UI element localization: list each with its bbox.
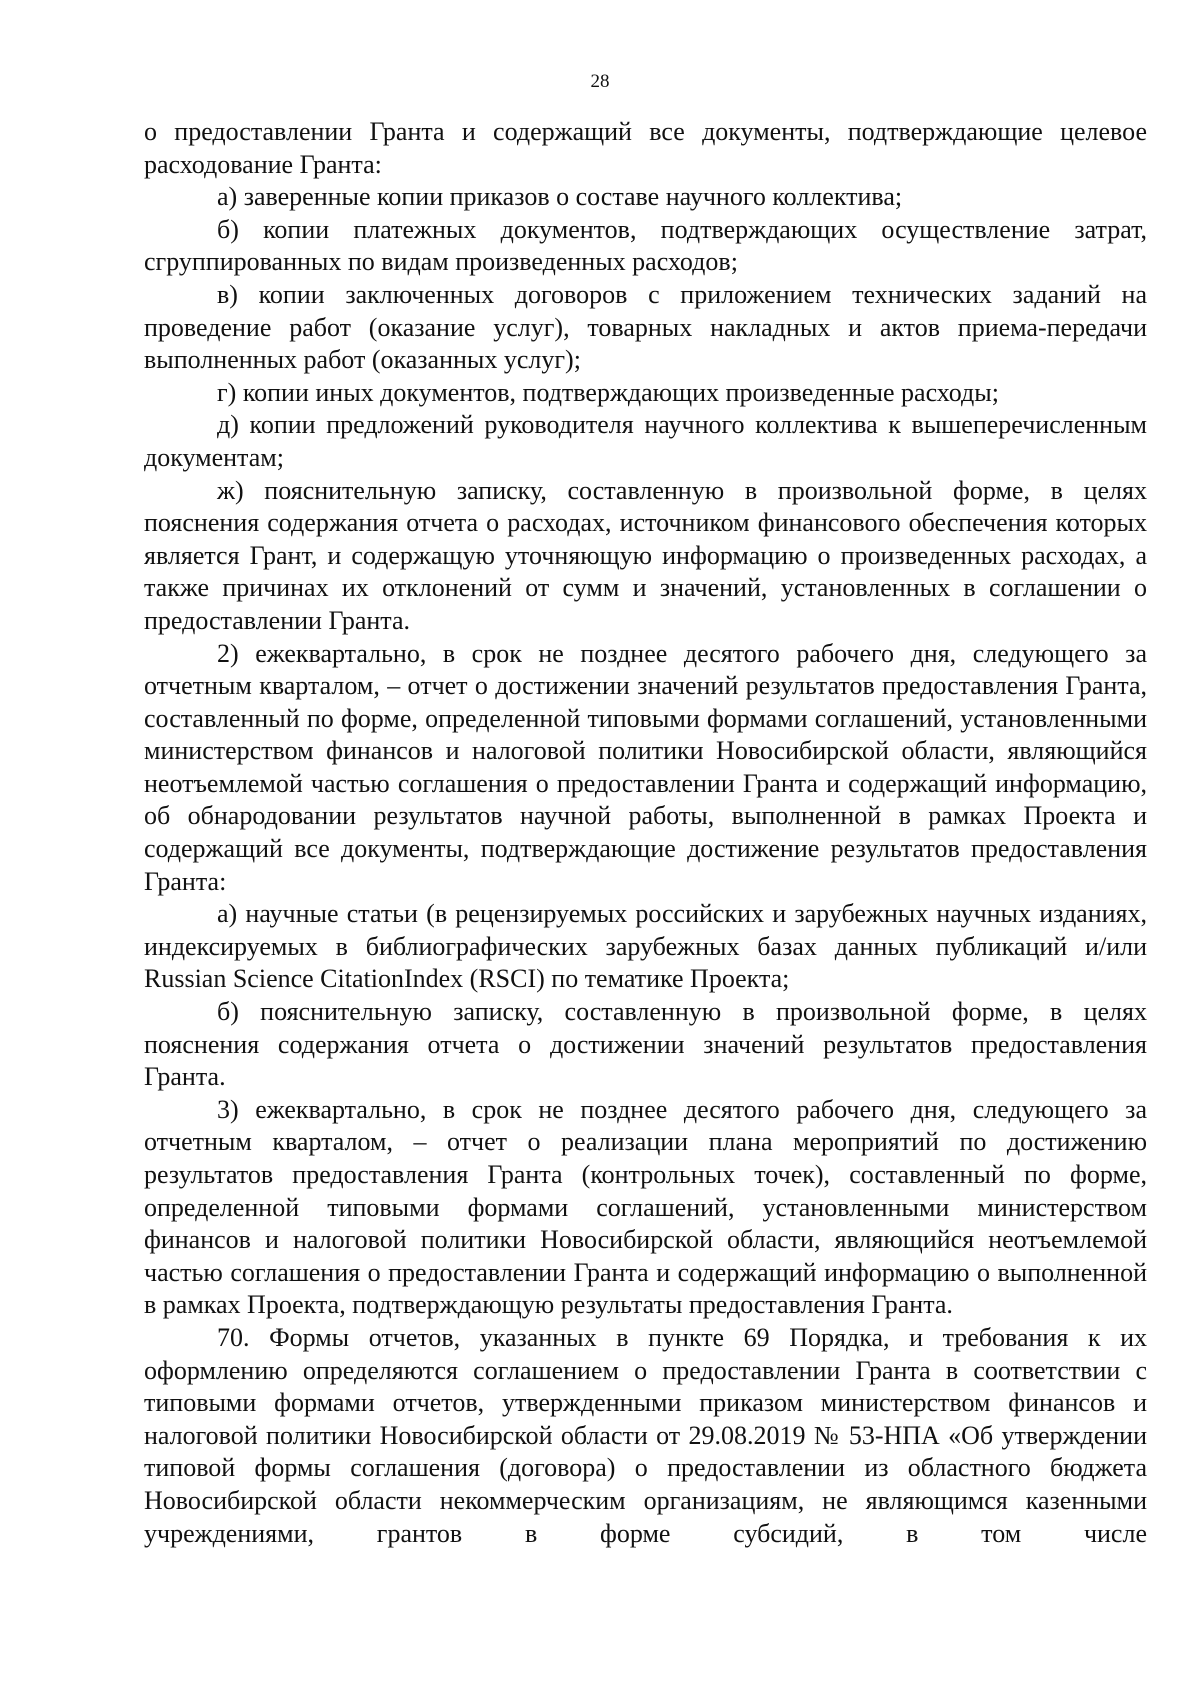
paragraph: д) копии предложений руководителя научного коллектива к вышеперечисленным документам; bbox=[144, 410, 1147, 472]
document-body bbox=[144, 116, 1147, 1550]
paragraph: о предоставлении Гранта и содержащий все документы, подтверждающие целевое расходование Гранта: bbox=[144, 117, 1147, 179]
paragraph: в) копии заключенных договоров с приложением технических заданий на проведение работ (оказание услуг), товарных накладных и актов приема-передачи выполненных работ (оказанных услуг); bbox=[144, 279, 1147, 375]
page-number: 28 bbox=[590, 71, 610, 92]
paragraph: 3) ежеквартально, в срок не позднее десятого рабочего дня, следующего за отчетным кварталом, – отчет о реализации плана мероприятий по достижению результатов предоставления Гранта (контрольных точек), составленный по форме, определенной типовыми формами соглашений, установленными министерством финансов и налоговой политики Новосибирской области, являющийся неотъемлемой частью соглашения о предоставлении Гранта и содержащий информацию о выполненной в рамках Проекта, подтверждающую результаты предоставления Гранта. bbox=[144, 1094, 1147, 1320]
paragraph: ж) пояснительную записку, составленную в произвольной форме, в целях пояснения содержания отчета о расходах, источником финансового обеспечения которых является Грант, и содержащую уточняющую информацию о произведенных расходах, а также причинах их отклонений от сумм и значений, установленных в соглашении о предоставлении Гранта. bbox=[144, 475, 1147, 635]
paragraph: б) копии платежных документов, подтверждающих осуществление затрат, сгруппированных по видам произведенных расходов; bbox=[144, 214, 1147, 277]
paragraph: а) заверенные копии приказов о составе научного коллектива; bbox=[217, 182, 903, 212]
paragraph: 2) ежеквартально, в срок не позднее десятого рабочего дня, следующего за отчетным кварталом, – отчет о достижении значений результатов предоставления Гранта, составленный по форме, определенной типовыми формами соглашений, установленными министерством финансов и налоговой политики Новосибирской области, являющийся неотъемлемой частью соглашения о предоставлении Гранта и содержащий информацию, об обнародовании результатов научной работы, выполненной в рамках Проекта и содержащий все документы, подтверждающие достижение результатов предоставления Гранта: bbox=[144, 638, 1147, 896]
paragraph: г) копии иных документов, подтверждающих произведенные расходы; bbox=[217, 377, 999, 407]
paragraph: 70. Формы отчетов, указанных в пункте 69 Порядка, и требования к их оформлению определяются соглашением о предоставлении Гранта в соответствии с типовыми формами отчетов, утвержденными приказом министерством финансов и налоговой политики Новосибирской области от 29.08.2019 № 53-НПА «Об утверждении типовой формы соглашения (договора) о предоставлении из областного бюджета Новосибирской области некоммерческим организациям, не являющимся казенными учреждениями, грантов в форме субсидий, в том числе bbox=[144, 1322, 1147, 1548]
paragraph: б) пояснительную записку, составленную в произвольной форме, в целях пояснения содержания отчета о достижении значений результатов предоставления Гранта. bbox=[144, 997, 1147, 1092]
paragraph: а) научные статьи (в рецензируемых российских и зарубежных научных изданиях, индексируемых в библиографических зарубежных базах данных публикаций и/или Russian Science CitationIndex (RSCI) по тематике Проекта; bbox=[144, 899, 1147, 994]
